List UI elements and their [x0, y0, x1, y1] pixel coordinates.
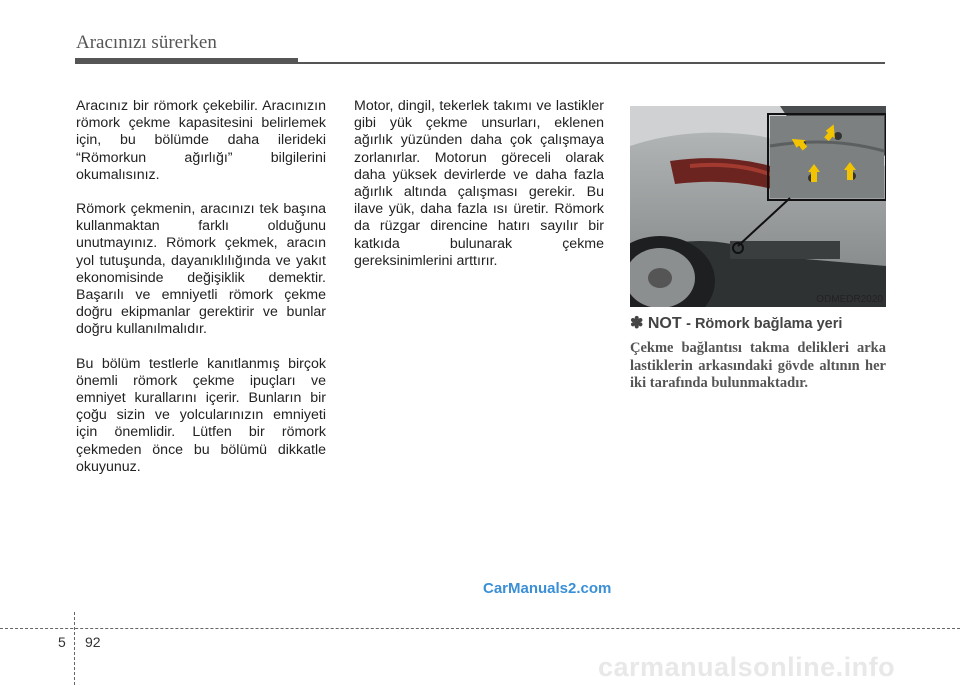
note-label: NOT: [647, 315, 682, 332]
note-heading: [630, 313, 842, 333]
figure-code: ODMEDR2020: [816, 294, 883, 305]
site-watermark: carmanualsonline.info: [598, 652, 896, 682]
paragraph: Motor, dingil, tekerlek takımı ve lastikler gibi yük çekme unsurları, eklenen ağırlık yüzünden daha çok çalışmaya zorlanırlar. Motorun göreceli olarak daha yüksek devirlerde ve daha fazla ağırlık altında çalışması gerekir. Bu ilave yük, daha fazla ısı üretir. Römork da rüzgar direncine hatırı sayılır bir katkıda bulunarak çekme gereksinimlerini arttırır.: [354, 98, 604, 269]
asterisk-icon: ✽: [630, 315, 644, 332]
page-title: Aracınızı sürerken: [76, 32, 217, 53]
watermark-link[interactable]: CarManuals2.com: [483, 580, 612, 597]
paragraph: Römork çekmenin, aracınızı tek başına kullanmaktan farklı olduğunu unutmayınız. Römork çekmek, aracın yol tutuşunda, dayanıklılığında ve yakıt ekonomisinde değişiklik demektir. Başarılı ve emniyetli römork çekme doğru ekipmanlar gerektirir ve bunlar doğru kullanılmalıdır.: [76, 201, 326, 338]
section-number: 5: [58, 634, 66, 650]
header-bar-thin: [298, 62, 885, 64]
footer-divider: [0, 628, 960, 629]
paragraph: Bu bölüm testlerle kanıtlanmış birçok önemli römork çekme ipuçları ve emniyet kurallarını içerir. Bunların bir çoğu sizin ve yolcularınızın emniyeti için önemlidir. Lütfen bir römork çekmeden önce bu bölümü dikkatle okuyunuz.: [76, 355, 326, 475]
note-body: Çekme bağlantısı takma delikleri arka lastiklerin arkasındaki gövde altının her iki tarafında bulunmaktadır.: [630, 340, 886, 391]
paragraph: Aracınız bir römork çekebilir. Aracınızın römork çekme kapasitesini belirlemek için, bu bölümde daha ilerideki “Römorkun ağırlığı” bilgilerini okumalısınız.: [76, 98, 326, 183]
note-subtitle: - Römork bağlama yeri: [686, 316, 843, 332]
text-column-left: [76, 98, 326, 493]
page-number: 92: [85, 634, 101, 650]
car-rear-photo: [630, 106, 886, 307]
header-bar-thick: [75, 58, 298, 64]
car-rear-illustration: [630, 106, 886, 307]
footer-vertical-divider: [74, 612, 75, 685]
text-column-middle: [354, 98, 604, 287]
